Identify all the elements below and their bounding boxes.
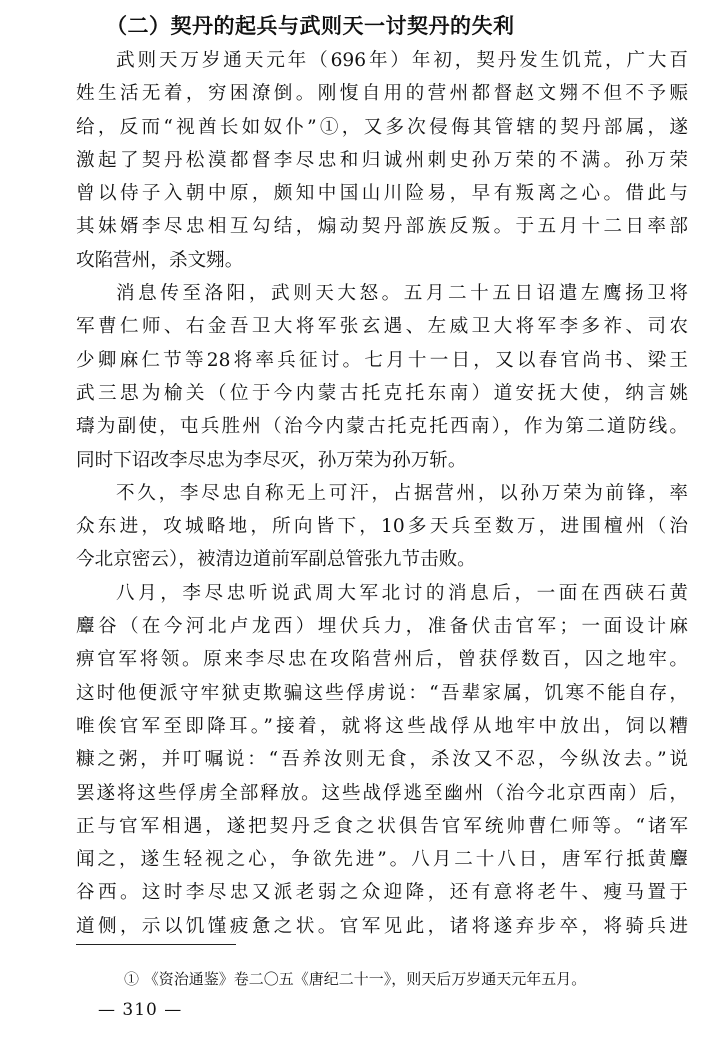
paragraph-line: 攻陷营州，杀文翙。	[76, 249, 244, 271]
paragraph-line: 消息传至洛阳，武则天大怒。五月二十五日诏遣左鹰扬卫将	[116, 283, 688, 305]
paragraph-line: 不久，李尽忠自称无上可汗，占据营州，以孙万荣为前锋，率	[116, 482, 688, 504]
paragraph-line: 今北京密云），被清边道前军副总管张九节击败。	[76, 549, 476, 571]
body-text	[76, 44, 688, 943]
paragraph-line: 给，反而“视酋长如奴仆”①，又多次侵侮其管辖的契丹部属，遂	[76, 116, 688, 138]
paragraph-line: 曾以侍子入朝中原，颇知中国山川险易，早有叛离之心。借此与	[76, 183, 688, 205]
paragraph-line: 璹为副使，屯兵胜州（治今内蒙古托克托西南），作为第二道防线。	[76, 416, 688, 438]
section-title: （二）契丹的起兵与武则天一讨契丹的失利	[106, 14, 515, 38]
paragraph-line: 正与官军相遇，遂把契丹乏食之状俱告官军统帅曹仁师等。“诸军	[76, 815, 688, 837]
paragraph-line: 八月，李尽忠听说武周大军北讨的消息后，一面在西硖石黄	[116, 582, 688, 604]
paragraph-line: 痹官军将领。原来李尽忠在攻陷营州后，曾获俘数百，囚之地牢。	[76, 649, 688, 671]
footnote-divider	[76, 944, 236, 945]
paragraph-line: 其妹婿李尽忠相互勾结，煽动契丹部族反叛。于五月十二日率部	[76, 216, 688, 238]
paragraph-line: 罢遂将这些俘虏全部释放。这些战俘逃至幽州（治今北京西南）后，	[76, 782, 688, 804]
paragraph-line: 众东进，攻城略地，所向皆下，10多天兵至数万，进围檀州（治	[76, 516, 688, 538]
paragraph-line: 唯俟官军至即降耳。”接着，就将这些战俘从地牢中放出，饲以糟	[76, 715, 688, 737]
paragraph-line: 姓生活无着，穷困潦倒。刚愎自用的营州都督赵文翙不但不予赈	[76, 83, 688, 105]
paragraph-line: 麞谷（在今河北卢龙西）埋伏兵力，准备伏击官军；一面设计麻	[76, 616, 688, 638]
paragraph-line: 激起了契丹松漠都督李尽忠和归诚州刺史孙万荣的不满。孙万荣	[76, 149, 688, 171]
paragraph-line: 这时他便派守牢狱吏欺骗这些俘虏说：“吾辈家属，饥寒不能自存，	[76, 682, 688, 704]
paragraph-line: 闻之，遂生轻视之心，争欲先进”。八月二十八日，唐军行抵黄麞	[76, 849, 688, 871]
paragraph-line: 同时下诏改李尽忠为李尽灭，孙万荣为孙万斩。	[76, 449, 467, 471]
paragraph-line: 糠之粥，并叮嘱说：“吾养汝则无食，杀汝又不忍，今纵汝去。”说	[76, 749, 688, 771]
paragraph-line: 武则天万岁通天元年（696年）年初，契丹发生饥荒，广大百	[116, 50, 688, 71]
footnote: ① 《资治通鉴》卷二〇五《唐纪二十一》，则天后万岁通天元年五月。	[124, 970, 587, 988]
paragraph-line: 少卿麻仁节等28将率兵征讨。七月十一日，又以春官尚书、梁王	[76, 349, 688, 371]
paragraph-line: 武三思为榆关（位于今内蒙古托克托东南）道安抚大使，纳言姚	[76, 382, 688, 404]
page-number: — 310 —	[98, 1000, 183, 1020]
paragraph-line: 军曹仁师、右金吾卫大将军张玄遇、左威卫大将军李多祚、司农	[76, 316, 688, 338]
paragraph-line: 道侧，示以饥馑疲惫之状。官军见此，诸将遂弃步卒，将骑兵进	[76, 915, 688, 937]
paragraph-line: 谷西。这时李尽忠又派老弱之众迎降，还有意将老牛、瘦马置于	[76, 882, 688, 904]
